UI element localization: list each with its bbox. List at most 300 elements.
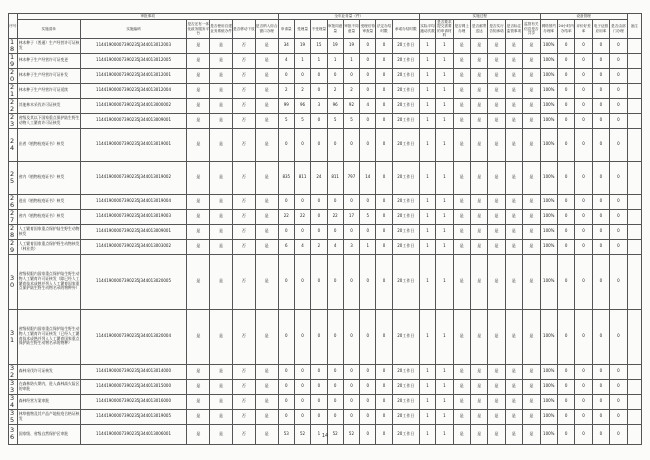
row-dept: 0	[610, 161, 627, 194]
table-row	[9, 194, 642, 209]
row-h24: 0	[557, 161, 574, 194]
row-pending: 0	[360, 53, 376, 68]
row-express: 是	[470, 113, 487, 128]
row-c: 否	[232, 309, 255, 364]
row-docs: 1	[436, 224, 453, 239]
row-remark	[627, 224, 641, 239]
row-approve: 19	[327, 38, 343, 53]
header-notice: 是否实行告知承诺	[488, 20, 505, 39]
row-code: 11441900007390235J344013012001	[80, 68, 187, 83]
row-docs: 1	[436, 68, 453, 83]
row-supmsg: 是	[523, 68, 540, 83]
table-row	[9, 379, 642, 394]
row-remark	[627, 98, 641, 113]
row-apply: 5	[278, 113, 294, 128]
row-sup: 是	[505, 53, 522, 68]
row-approve: 0	[327, 128, 343, 161]
row-remark	[627, 113, 641, 128]
row-a: 是	[187, 128, 210, 161]
row-accept: 52	[294, 424, 310, 444]
row-d: 是	[255, 239, 278, 254]
row-remark	[627, 364, 641, 379]
row-d: 是	[255, 424, 278, 444]
row-docs: 1	[436, 53, 453, 68]
row-docs: 1	[436, 424, 453, 444]
row-promise: 20工作日	[392, 113, 419, 128]
row-digital: 0	[592, 309, 609, 364]
row-reject: 0	[311, 379, 327, 394]
row-apply: 0	[278, 194, 294, 209]
header-sup: 是否标注监管事项	[505, 20, 522, 39]
row-name: 在森林防火期内，进入森林高火险区的审批	[17, 379, 80, 394]
row-pending: 0	[360, 409, 376, 424]
row-b: 是	[210, 53, 233, 68]
row-c: 否	[232, 68, 255, 83]
row-code: 11441900007390235J344013003002	[80, 239, 187, 254]
row-a: 是	[187, 239, 210, 254]
table-row	[9, 98, 642, 113]
row-h24: 0	[557, 424, 574, 444]
row-eval: 0	[575, 364, 592, 379]
row-supmsg: 是	[523, 53, 540, 68]
row-rate: 100%	[540, 113, 557, 128]
row-express: 是	[470, 83, 487, 98]
row-promise: 20工作日	[392, 194, 419, 209]
row-code: 11441900007390235J344013016000	[80, 394, 187, 409]
row-online: 是	[453, 394, 470, 409]
row-code: 11441900007390235J344013009001	[80, 224, 187, 239]
row-notice: 是	[488, 424, 505, 444]
table-row	[9, 83, 642, 98]
row-code: 11441900007390235J344013009001	[80, 113, 187, 128]
row-approve: 0	[327, 309, 343, 364]
row-digital: 0	[592, 379, 609, 394]
row-rate: 100%	[540, 38, 557, 53]
row-d: 是	[255, 309, 278, 364]
row-digital: 0	[592, 364, 609, 379]
row-sup: 是	[505, 38, 522, 53]
row-digital: 0	[592, 409, 609, 424]
row-a: 是	[187, 424, 210, 444]
row-h24: 0	[557, 209, 574, 224]
row-online: 是	[453, 239, 470, 254]
row-approve: 1	[327, 53, 343, 68]
row-c: 否	[232, 53, 255, 68]
row-pending: 5	[360, 209, 376, 224]
row-visits: 1	[419, 409, 435, 424]
row-d: 是	[255, 68, 278, 83]
row-rate: 100%	[540, 98, 557, 113]
row-h24: 0	[557, 53, 574, 68]
row-accept: 2	[294, 83, 310, 98]
row-pending: 0	[360, 194, 376, 209]
row-d: 是	[255, 364, 278, 379]
row-deny: 0	[343, 309, 359, 364]
header-remark: 备注	[627, 14, 641, 39]
row-approve: 811	[327, 161, 343, 194]
row-sup: 是	[505, 409, 522, 424]
row-reject: 1	[311, 53, 327, 68]
row-promise: 20工作日	[392, 68, 419, 83]
row-promise: 20工作日	[392, 409, 419, 424]
header-onewindow: 是否纳入综合窗口办理	[255, 20, 278, 39]
header-online: 是否网上办理	[453, 20, 470, 39]
table-row	[9, 53, 642, 68]
row-online: 是	[453, 254, 470, 309]
row-pending: 0	[360, 424, 376, 444]
row-h24: 0	[557, 309, 574, 364]
row-notice: 是	[488, 38, 505, 53]
row-code: 11441900007390235J344013019002	[80, 161, 187, 194]
row-limit: 0	[376, 53, 392, 68]
row-eval: 0	[575, 194, 592, 209]
row-reject: 15	[311, 38, 327, 53]
row-promise: 20工作日	[392, 53, 419, 68]
row-seq: 29	[9, 239, 18, 254]
row-deny: 0	[343, 364, 359, 379]
row-apply: 835	[278, 161, 294, 194]
row-name: 林草植物及其产品产地检疫合格证核发	[17, 409, 80, 424]
row-express: 是	[470, 364, 487, 379]
row-b: 是	[210, 194, 233, 209]
row-limit: 0	[376, 38, 392, 53]
row-deny: 5	[343, 113, 359, 128]
row-b: 是	[210, 209, 233, 224]
row-name: 人工繁育国家重点保护陆生野生动物核发	[17, 224, 80, 239]
row-deny: 1	[343, 53, 359, 68]
row-notice: 是	[488, 409, 505, 424]
row-limit: 0	[376, 364, 392, 379]
row-express: 是	[470, 98, 487, 113]
row-dept: 0	[610, 424, 627, 444]
row-accept: 811	[294, 161, 310, 194]
row-supmsg: 是	[523, 424, 540, 444]
row-b: 是	[210, 38, 233, 53]
row-seq: 26	[9, 194, 18, 209]
row-seq: 33	[9, 379, 18, 394]
row-eval: 0	[575, 224, 592, 239]
header-apply: 申请量	[278, 20, 294, 39]
row-pending: 0	[360, 83, 376, 98]
row-eval: 0	[575, 161, 592, 194]
row-express: 是	[470, 394, 487, 409]
row-limit: 0	[376, 194, 392, 209]
row-visits: 1	[419, 38, 435, 53]
row-visits: 1	[419, 254, 435, 309]
row-code: 11441900007390235J344013006001	[80, 424, 187, 444]
row-supmsg: 是	[523, 394, 540, 409]
row-sup: 是	[505, 424, 522, 444]
row-a: 是	[187, 364, 210, 379]
row-supmsg: 是	[523, 161, 540, 194]
row-dept: 0	[610, 98, 627, 113]
row-digital: 0	[592, 128, 609, 161]
header-self: 是否使用自建业务系统办件	[210, 20, 233, 39]
row-c: 否	[232, 128, 255, 161]
row-approve: 2	[327, 83, 343, 98]
row-supmsg: 是	[523, 239, 540, 254]
row-code: 11441900007390235J344013020004	[80, 309, 187, 364]
row-accept: 0	[294, 68, 310, 83]
row-seq: 35	[9, 409, 18, 424]
row-supmsg: 是	[523, 364, 540, 379]
row-docs: 1	[436, 254, 453, 309]
row-online: 是	[453, 53, 470, 68]
row-pending: 0	[360, 113, 376, 128]
row-rate: 100%	[540, 424, 557, 444]
row-h24: 0	[557, 38, 574, 53]
row-eval: 0	[575, 254, 592, 309]
row-c: 否	[232, 224, 255, 239]
row-b: 是	[210, 364, 233, 379]
row-promise: 20工作日	[392, 364, 419, 379]
table-row	[9, 68, 642, 83]
row-d: 是	[255, 194, 278, 209]
row-sup: 是	[505, 194, 522, 209]
row-d: 是	[255, 53, 278, 68]
row-supmsg: 是	[523, 209, 540, 224]
row-limit: 0	[376, 239, 392, 254]
row-h24: 0	[557, 128, 574, 161]
row-reject: 24	[311, 161, 327, 194]
row-c: 否	[232, 161, 255, 194]
row-b: 是	[210, 239, 233, 254]
row-a: 是	[187, 38, 210, 53]
row-express: 是	[470, 194, 487, 209]
row-code: 11441900007390235J344013019005	[80, 409, 187, 424]
header-name: 实施清单	[17, 20, 80, 39]
row-accept: 0	[294, 194, 310, 209]
table-row	[9, 394, 642, 409]
row-visits: 1	[419, 83, 435, 98]
row-d: 是	[255, 128, 278, 161]
header-247: 24小时内办结率	[557, 20, 574, 39]
row-eval: 0	[575, 128, 592, 161]
row-promise: 20工作日	[392, 309, 419, 364]
row-online: 是	[453, 161, 470, 194]
row-seq: 36	[9, 424, 18, 444]
row-c: 否	[232, 394, 255, 409]
row-notice: 是	[488, 254, 505, 309]
row-name: 省级权限内国家重点保护陆生野生动物人工繁育许可证核发（除已经人工繁育技术成熟并列入人工繁育国家重点保护陆生野生动物名录的物种外）	[17, 254, 80, 309]
row-c: 否	[232, 194, 255, 209]
row-online: 是	[453, 224, 470, 239]
row-limit: 0	[376, 128, 392, 161]
row-digital: 0	[592, 394, 609, 409]
row-pending: 0	[360, 364, 376, 379]
row-c: 否	[232, 38, 255, 53]
row-dept: 0	[610, 53, 627, 68]
row-seq: 30	[9, 254, 18, 309]
row-seq: 18	[9, 38, 18, 53]
row-online: 是	[453, 409, 470, 424]
row-online: 是	[453, 309, 470, 364]
row-c: 否	[232, 98, 255, 113]
row-approve: 0	[327, 394, 343, 409]
row-approve: 0	[327, 194, 343, 209]
row-seq: 24	[9, 128, 18, 161]
row-promise: 20工作日	[392, 98, 419, 113]
row-apply: 4	[278, 53, 294, 68]
row-docs: 1	[436, 209, 453, 224]
row-eval: 0	[575, 38, 592, 53]
row-reject: 0	[311, 83, 327, 98]
row-approve: 0	[327, 409, 343, 424]
header-group-biz: 全年业务量（件）	[278, 14, 419, 20]
row-sup: 是	[505, 128, 522, 161]
row-online: 是	[453, 209, 470, 224]
row-notice: 是	[488, 161, 505, 194]
row-name: 省内《植物检疫证书》核发	[17, 161, 80, 194]
row-reject: 0	[311, 113, 327, 128]
row-seq: 23	[9, 113, 18, 128]
row-dept: 0	[610, 128, 627, 161]
row-digital: 0	[592, 38, 609, 53]
table-row	[9, 239, 642, 254]
row-apply: 0	[278, 128, 294, 161]
row-docs: 1	[436, 38, 453, 53]
row-apply: 6	[278, 239, 294, 254]
row-docs: 1	[436, 83, 453, 98]
row-a: 是	[187, 194, 210, 209]
row-d: 是	[255, 254, 278, 309]
row-remark	[627, 409, 641, 424]
row-visits: 1	[419, 194, 435, 209]
row-c: 否	[232, 409, 255, 424]
row-name: 森林经营方案审批	[17, 394, 80, 409]
row-b: 是	[210, 128, 233, 161]
header-eval: 评价好差率	[575, 20, 592, 39]
row-h24: 0	[557, 113, 574, 128]
table-row	[9, 209, 642, 224]
row-dept: 0	[610, 409, 627, 424]
row-remark	[627, 394, 641, 409]
row-name: 国家级、省级自然保护区审批	[17, 424, 80, 444]
row-rate: 100%	[540, 83, 557, 98]
row-remark	[627, 194, 641, 209]
row-pending: 0	[360, 128, 376, 161]
row-dept: 0	[610, 364, 627, 379]
row-apply: 0	[278, 254, 294, 309]
row-a: 是	[187, 309, 210, 364]
header-promise: 承诺办结时限	[392, 20, 419, 39]
row-b: 是	[210, 98, 233, 113]
row-deny: 92	[343, 98, 359, 113]
row-limit: 0	[376, 98, 392, 113]
table-row	[9, 254, 642, 309]
row-d: 是	[255, 161, 278, 194]
row-visits: 1	[419, 53, 435, 68]
row-seq: 32	[9, 364, 18, 379]
row-eval: 0	[575, 379, 592, 394]
row-eval: 0	[575, 239, 592, 254]
row-eval: 0	[575, 53, 592, 68]
row-approve: 0	[327, 254, 343, 309]
header-digital: 电子证照应用率	[592, 20, 609, 39]
row-dept: 0	[610, 224, 627, 239]
row-pending: 1	[360, 239, 376, 254]
row-sup: 是	[505, 224, 522, 239]
header-approve: 审批同意量	[327, 20, 343, 39]
row-visits: 1	[419, 394, 435, 409]
row-code: 11441900007390235J344013019003	[80, 209, 187, 224]
row-sup: 是	[505, 379, 522, 394]
row-express: 是	[470, 209, 487, 224]
row-digital: 0	[592, 83, 609, 98]
row-visits: 1	[419, 128, 435, 161]
row-express: 是	[470, 424, 487, 444]
row-express: 是	[470, 38, 487, 53]
header-reject: 不受理量	[311, 20, 327, 39]
row-seq: 19	[9, 53, 18, 68]
row-docs: 1	[436, 194, 453, 209]
row-notice: 是	[488, 83, 505, 98]
row-apply: 0	[278, 68, 294, 83]
header-accept: 受理量	[294, 20, 310, 39]
row-code: 11441900007390235J344013012005	[80, 53, 187, 68]
row-supmsg: 是	[523, 98, 540, 113]
row-remark	[627, 379, 641, 394]
row-docs: 1	[436, 409, 453, 424]
row-visits: 1	[419, 424, 435, 444]
row-dept: 0	[610, 239, 627, 254]
row-pending: 0	[360, 224, 376, 239]
row-reject: 0	[311, 254, 327, 309]
row-express: 是	[470, 309, 487, 364]
row-remark	[627, 161, 641, 194]
row-seq: 28	[9, 224, 18, 239]
row-promise: 20工作日	[392, 424, 419, 444]
row-visits: 1	[419, 113, 435, 128]
row-a: 是	[187, 161, 210, 194]
row-deny: 0	[343, 409, 359, 424]
row-dept: 0	[610, 68, 627, 83]
table-body	[9, 38, 642, 444]
row-notice: 是	[488, 379, 505, 394]
row-remark	[627, 68, 641, 83]
row-rate: 100%	[540, 394, 557, 409]
row-visits: 1	[419, 309, 435, 364]
row-b: 是	[210, 224, 233, 239]
row-express: 是	[470, 379, 487, 394]
row-reject: 2	[311, 239, 327, 254]
row-online: 是	[453, 194, 470, 209]
row-c: 否	[232, 379, 255, 394]
row-apply: 0	[278, 224, 294, 239]
row-sup: 是	[505, 83, 522, 98]
row-reject: 0	[311, 409, 327, 424]
row-d: 是	[255, 409, 278, 424]
row-apply: 0	[278, 379, 294, 394]
row-code: 11441900007390235J344013019001	[80, 128, 187, 161]
row-eval: 0	[575, 394, 592, 409]
row-apply: 0	[278, 394, 294, 409]
row-b: 是	[210, 68, 233, 83]
row-a: 是	[187, 83, 210, 98]
row-accept: 0	[294, 409, 310, 424]
row-code: 11441900007390235J344013014000	[80, 364, 187, 379]
row-deny: 3	[343, 239, 359, 254]
row-promise: 20工作日	[392, 224, 419, 239]
header-offline: 是否还有一体化政务服务平台	[187, 20, 210, 39]
row-h24: 0	[557, 364, 574, 379]
row-reject: 0	[311, 209, 327, 224]
row-limit: 0	[376, 113, 392, 128]
row-express: 是	[470, 239, 487, 254]
header-rate: 网络预约办理率	[540, 20, 557, 39]
header-docs: 是否要求提交需要的申请材料	[437, 20, 452, 38]
row-code: 11441900007390235J344013012004	[80, 83, 187, 98]
